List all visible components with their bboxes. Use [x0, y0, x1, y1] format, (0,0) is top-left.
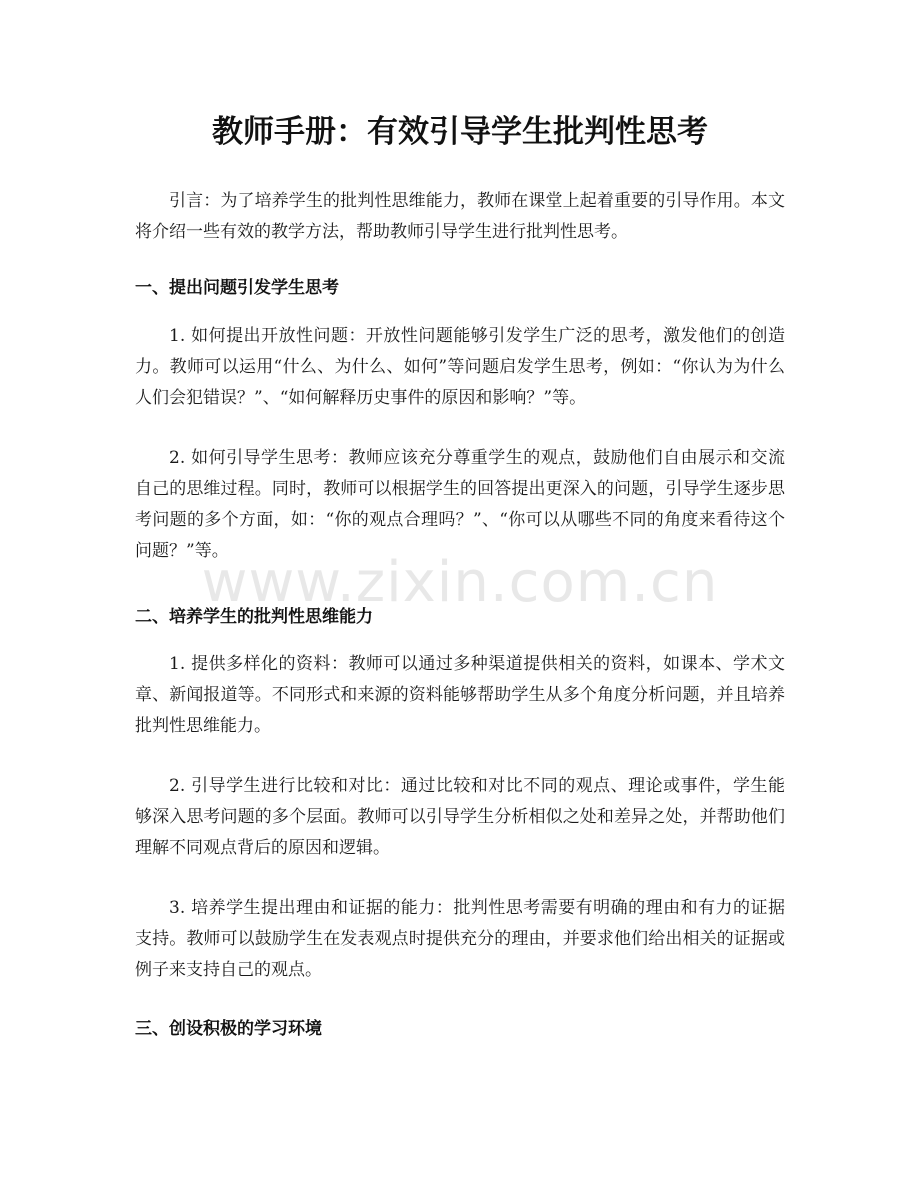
- section-2-paragraph-1: 1. 提供多样化的资料：教师可以通过多种渠道提供相关的资料，如课本、学术文章、新闻报道等。不同形式和来源的资料能够帮助学生从多个角度分析问题，并且培养批判性思维能力。: [135, 654, 785, 736]
- section-2-paragraph-3: 3. 培养学生提出理由和证据的能力：批判性思考需要有明确的理由和有力的证据支持。教师可以鼓励学生在发表观点时提供充分的理由，并要求他们给出相关的证据或例子来支持自己的观点。: [135, 898, 785, 980]
- watermark: www.zixin.com.cn: [201, 550, 719, 615]
- section-1-paragraph-2: 2. 如何引导学生思考：教师应该充分尊重学生的观点，鼓励他们自由展示和交流自己的思维过程。同时，教师可以根据学生的回答提出更深入的问题，引导学生逐步思考问题的多个方面，如：“你的观点合理吗？”、“你可以从哪些不同的角度来看待这个问题？”等。: [135, 448, 785, 561]
- section-heading-1: 一、提出问题引发学生思考: [135, 278, 339, 298]
- section-2-paragraph-2: 2. 引导学生进行比较和对比：通过比较和对比不同的观点、理论或事件，学生能够深入思考问题的多个层面。教师可以引导学生分析相似之处和差异之处，并帮助他们理解不同观点背后的原因和逻辑。: [135, 776, 785, 858]
- section-heading-2: 二、培养学生的批判性思维能力: [135, 607, 373, 627]
- section-1-paragraph-1: 1. 如何提出开放性问题：开放性问题能够引发学生广泛的思考，激发他们的创造力。教师可以运用“什么、为什么、如何”等问题启发学生思考，例如：“你认为为什么人们会犯错误？”、“如何解释历史事件的原因和影响？”等。: [135, 326, 785, 408]
- intro-paragraph: 引言：为了培养学生的批判性思维能力，教师在课堂上起着重要的引导作用。本文将介绍一些有效的教学方法，帮助教师引导学生进行批判性思考。: [135, 191, 785, 242]
- page-title: 教师手册：有效引导学生批判性思考: [212, 114, 708, 150]
- section-heading-3: 三、创设积极的学习环境: [135, 1019, 322, 1039]
